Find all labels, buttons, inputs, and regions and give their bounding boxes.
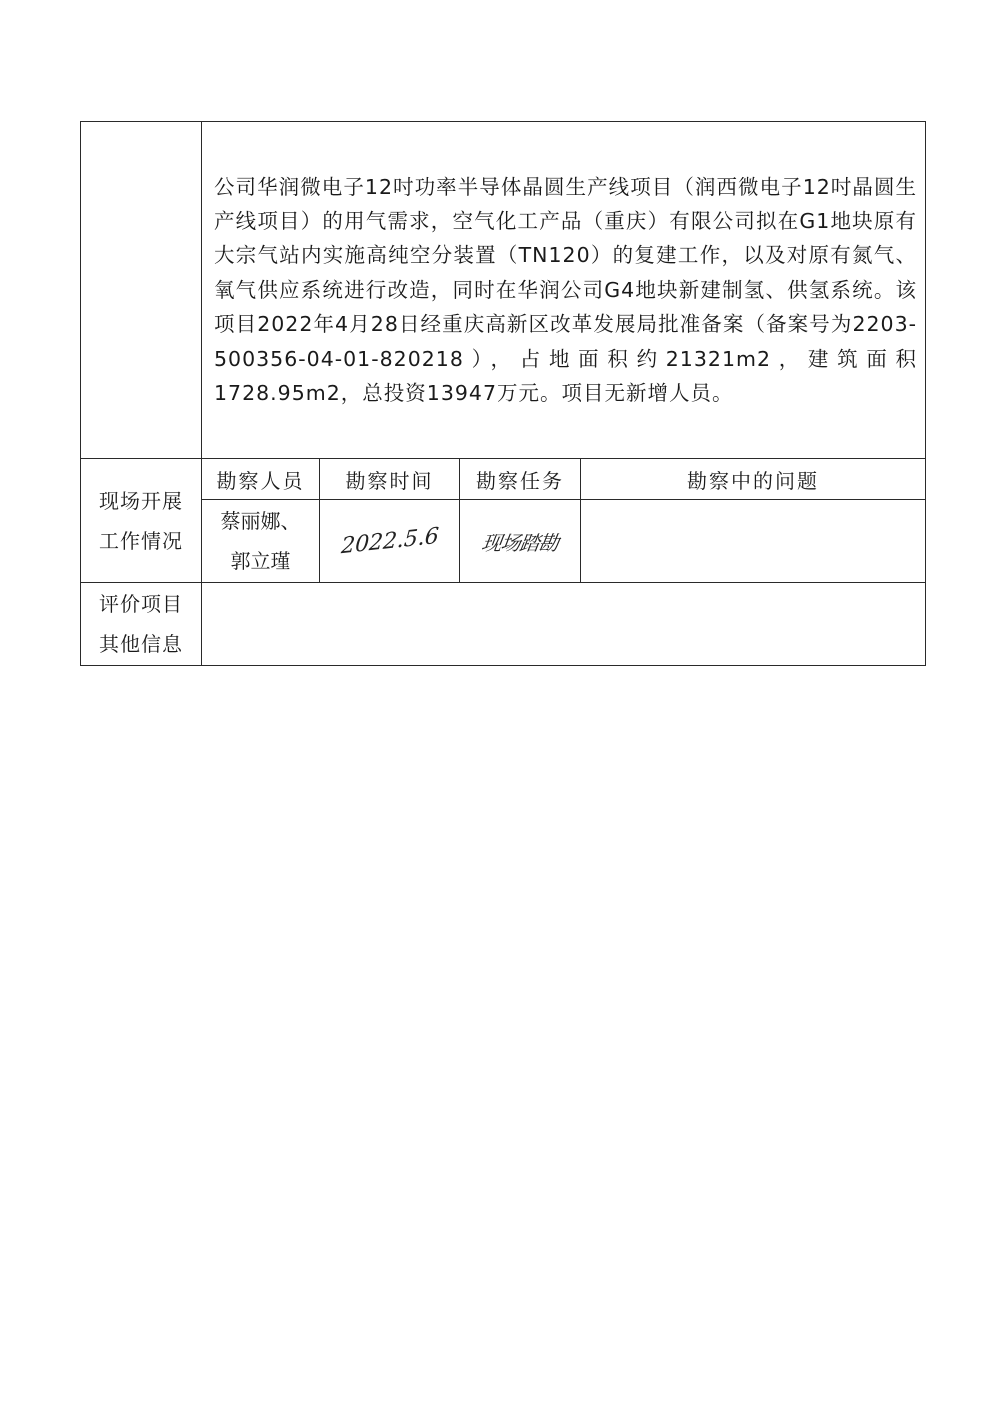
- header-personnel: 勘察人员: [202, 459, 320, 500]
- other-info-label-line1: 评价项目: [99, 592, 183, 616]
- empty-label-cell: [81, 122, 202, 459]
- personnel-line2: 郭立瑾: [230, 549, 291, 573]
- site-work-data-row: [81, 500, 926, 583]
- other-info-row: [81, 583, 926, 666]
- site-work-label: [81, 459, 202, 583]
- personnel-line1: 蔡丽娜、: [220, 509, 301, 533]
- site-work-label-line1: 现场开展: [99, 488, 183, 513]
- project-description: 公司华润微电子12吋功率半导体晶圆生产线项目（润西微电子12吋晶圆生产线项目）的用气需求，空气化工产品（重庆）有限公司拟在G1地块原有大宗气站内实施高纯空分装置（TN120）的复建工作，以及对原有氮气、氧气供应系统进行改造，同时在华润公司G4地块新建制氢、供氢系统。该项目2022年4月28日经重庆高新区改革发展局批准备案（备案号为2203-500356-04-01-820218），占地面积约21321m2，建筑面积1728.95m2，总投资13947万元。项目无新增人员。: [202, 122, 926, 459]
- site-work-header-row: [81, 459, 926, 500]
- survey-task-handwritten: 现场踏勘: [480, 530, 560, 555]
- other-info-label: [81, 583, 202, 666]
- header-survey-time: 勘察时间: [320, 459, 460, 500]
- header-survey-issues: 勘察中的问题: [581, 459, 926, 500]
- other-info-value: [202, 583, 926, 666]
- survey-issues-cell: [581, 500, 926, 583]
- project-description-row: [81, 122, 926, 459]
- survey-form-table: [80, 121, 926, 666]
- personnel-cell: [202, 500, 320, 583]
- survey-task-cell: [460, 500, 581, 583]
- survey-date-cell: [320, 500, 460, 583]
- other-info-label-line2: 其他信息: [99, 632, 183, 656]
- site-work-label-line2: 工作情况: [99, 528, 183, 553]
- header-survey-task: 勘察任务: [460, 459, 581, 500]
- survey-date-handwritten: 2022.5.6: [339, 523, 440, 559]
